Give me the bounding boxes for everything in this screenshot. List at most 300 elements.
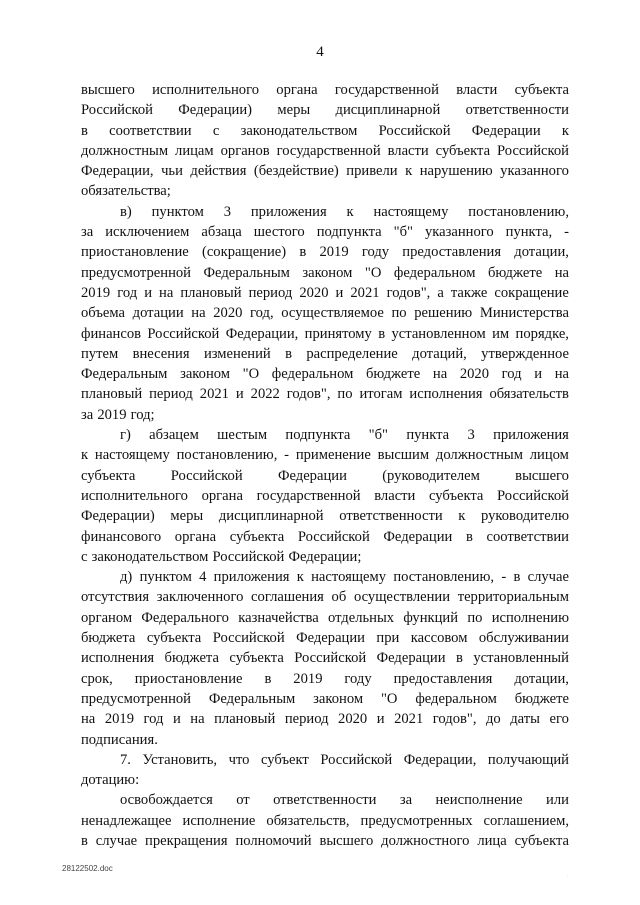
word: 3 <box>467 427 475 444</box>
word: пункта, <box>505 224 553 241</box>
word: Российской <box>147 325 220 342</box>
text-line <box>81 121 569 141</box>
word: по <box>391 305 407 322</box>
word: указанного <box>500 163 569 180</box>
word: Федерации, <box>403 751 477 768</box>
word: действия <box>190 163 247 180</box>
word: отдельных <box>328 609 395 626</box>
word: 2020 <box>338 711 368 728</box>
word: порядке, <box>515 325 569 342</box>
text-line <box>81 202 569 222</box>
word: - <box>501 569 507 586</box>
word: на <box>191 305 206 322</box>
word: Федерации <box>376 650 446 667</box>
word: исполнения <box>81 650 155 667</box>
word: власти <box>387 142 429 159</box>
word: плановый <box>81 386 143 403</box>
word: соответствии <box>109 122 192 139</box>
word: исполнение <box>182 812 256 829</box>
word: в) <box>120 203 132 220</box>
word: с <box>81 548 88 565</box>
word: г) <box>120 427 131 444</box>
text-line <box>81 161 569 181</box>
word: соответствии <box>486 528 569 545</box>
word: лицом <box>529 447 569 464</box>
word: установленный <box>473 650 569 667</box>
word: год, <box>250 305 274 322</box>
text-line <box>81 709 569 729</box>
word: за <box>399 792 413 809</box>
word: руководителю <box>480 508 569 525</box>
text-line <box>81 466 569 486</box>
word: законом <box>180 366 231 383</box>
word: отсутствия <box>81 589 150 606</box>
word: 2022 <box>250 386 280 403</box>
word: в <box>465 528 473 545</box>
text-line <box>81 527 569 547</box>
word: период <box>248 284 293 301</box>
text-line <box>81 587 569 607</box>
word: в <box>513 569 521 586</box>
word: Федерации; <box>288 548 362 565</box>
word: субъекта <box>429 487 484 504</box>
word: до <box>486 711 501 728</box>
word: Российской <box>497 142 569 159</box>
word: осуществлении <box>353 589 451 606</box>
word: приложения <box>493 427 569 444</box>
word: применение <box>295 447 371 464</box>
word: на <box>81 711 96 728</box>
word: настоящему <box>373 203 449 220</box>
text-line <box>81 486 569 506</box>
word: постановлению, <box>468 203 569 220</box>
word: высшего <box>319 832 374 849</box>
word: указанного <box>424 224 494 241</box>
word: обязательств, <box>266 812 350 829</box>
word: им <box>492 325 510 342</box>
word: году <box>361 244 390 261</box>
word: по <box>467 609 483 626</box>
word: 2021 <box>350 284 380 301</box>
text-line <box>81 222 569 242</box>
word: дотацию: <box>81 772 140 789</box>
word: году <box>344 670 372 687</box>
word: 2020 <box>299 284 329 301</box>
word: государственной <box>334 82 439 98</box>
word: год; <box>130 406 155 423</box>
word: с <box>212 122 220 139</box>
word: законодательством <box>91 548 209 565</box>
body-text <box>81 80 569 851</box>
word: подпункта <box>285 427 351 444</box>
word: высшего <box>81 82 135 98</box>
text-line <box>81 263 569 283</box>
word: функций <box>403 609 459 626</box>
word: 3 <box>223 203 232 220</box>
text-line <box>81 384 569 404</box>
word: также <box>450 284 488 301</box>
word: федеральном <box>393 264 476 281</box>
word: (руководителем <box>382 467 480 484</box>
word: (бездействие) <box>253 163 339 180</box>
word: ответственности <box>339 508 443 525</box>
word: к <box>81 447 89 464</box>
word: к <box>296 569 304 586</box>
text-line <box>81 831 569 851</box>
word: к <box>561 122 569 139</box>
word: годов", <box>286 386 331 403</box>
word: предусмотренной <box>81 264 191 281</box>
word: Федерации <box>277 467 347 484</box>
text-line <box>81 506 569 526</box>
word: Российской <box>378 122 451 139</box>
word: сокращение <box>494 284 569 301</box>
text-line <box>81 324 569 344</box>
word: предусмотренных <box>360 812 473 829</box>
word: 4 <box>199 569 207 586</box>
text-line <box>81 669 569 689</box>
word: субъект <box>261 751 309 768</box>
word: годов", <box>386 284 431 301</box>
word: полномочий <box>235 832 312 849</box>
word: ответственности <box>465 102 569 119</box>
word: в <box>299 244 307 261</box>
text-line <box>81 730 569 750</box>
word: Федерации <box>383 528 453 545</box>
word: должностным <box>81 142 169 159</box>
word: дотации, <box>514 670 569 687</box>
word: 2019 <box>104 711 134 728</box>
word: Российской <box>170 467 243 484</box>
word: дисциплинарной <box>335 102 441 119</box>
word: осуществляемое <box>281 305 384 322</box>
text-line <box>81 608 569 628</box>
word: Федерального <box>141 609 229 626</box>
word: шестым <box>217 427 268 444</box>
word: Российской <box>212 630 285 647</box>
word: объема <box>81 305 125 322</box>
word: бюджете <box>514 690 569 707</box>
word: федеральном <box>415 690 497 707</box>
word: нарушению <box>419 163 493 180</box>
word: его <box>549 711 569 728</box>
word: Федеральным <box>208 690 296 707</box>
word: к <box>405 163 413 180</box>
text-line <box>81 303 569 323</box>
word: и <box>235 386 244 403</box>
word: высшего <box>515 467 569 484</box>
word: исключением <box>105 224 190 241</box>
word: Федерации, <box>225 325 299 342</box>
word: 2019 <box>97 406 127 423</box>
word: (сокращение) <box>201 244 287 261</box>
text-line <box>81 344 569 364</box>
text-line <box>81 628 569 648</box>
word: 2021 <box>394 711 424 728</box>
word: настоящему <box>94 447 170 464</box>
word: постановлению, <box>176 447 278 464</box>
word: что <box>228 751 250 768</box>
word: Российской <box>81 102 153 119</box>
word: "б" <box>393 224 413 241</box>
text-line <box>81 80 569 100</box>
word: пунктом <box>151 203 204 220</box>
word: дотации <box>132 305 184 322</box>
text-line <box>81 425 569 445</box>
word: приостановление <box>134 670 243 687</box>
word: бюджете <box>487 264 543 281</box>
word: соглашения <box>251 589 324 606</box>
text-line <box>81 567 569 587</box>
word: принятому <box>304 325 372 342</box>
word: - <box>284 447 290 464</box>
word: в <box>264 670 272 687</box>
word: в <box>378 325 386 342</box>
word: 2019 <box>319 244 349 261</box>
word: решению <box>414 305 473 322</box>
word: "б" <box>368 427 389 444</box>
word: Федерации) <box>178 102 253 119</box>
word: по <box>337 386 353 403</box>
word: предоставления <box>393 670 493 687</box>
word: пункта <box>406 427 450 444</box>
word: 2019 <box>293 670 323 687</box>
word: путем <box>81 345 119 362</box>
word: Федерации) <box>81 508 155 525</box>
word: Российской <box>212 548 285 565</box>
page-number: 4 <box>316 44 324 60</box>
word: и <box>376 711 385 728</box>
word: от <box>236 792 250 809</box>
word: за <box>81 224 94 241</box>
word: обязательств <box>489 386 569 403</box>
word: год <box>143 711 164 728</box>
text-line <box>81 445 569 465</box>
word: случае <box>95 832 138 849</box>
word: шестого <box>253 224 305 241</box>
text-line <box>81 242 569 262</box>
word: дотаций, <box>412 345 467 362</box>
word: заключенного <box>156 589 244 606</box>
word: органом <box>81 609 133 626</box>
word: приложения <box>250 203 327 220</box>
word: а <box>437 284 444 301</box>
word: и <box>534 366 543 383</box>
footer-filename: 28122502.doc <box>62 864 113 873</box>
word: законом <box>313 690 364 707</box>
word: субъекта <box>435 142 491 159</box>
word: обязательства; <box>81 183 171 200</box>
text-line <box>81 405 569 425</box>
word: утвержденное <box>481 345 569 362</box>
word: период <box>149 386 193 403</box>
word: на <box>554 264 569 281</box>
word: высшим <box>377 447 430 464</box>
word: меры <box>277 102 311 119</box>
word: предусмотренной <box>81 690 191 707</box>
word: Установить, <box>142 751 218 768</box>
word: лицам <box>175 142 214 159</box>
word: должностным <box>435 447 523 464</box>
word: на <box>190 711 205 728</box>
word: - <box>564 224 569 241</box>
word: в <box>455 650 463 667</box>
word: Федерации <box>296 630 365 647</box>
word: законодательством <box>240 122 358 139</box>
word: органа <box>201 487 243 504</box>
word: привели <box>346 163 398 180</box>
word: и <box>144 284 152 301</box>
word: плановый <box>180 284 242 301</box>
word: установленном <box>391 325 486 342</box>
word: дисциплинарной <box>218 508 324 525</box>
word: постановлению, <box>393 569 495 586</box>
word: бюджета <box>81 630 136 647</box>
word: Федеральным <box>81 366 168 383</box>
text-line <box>81 181 569 201</box>
word: власти <box>456 82 498 98</box>
word: 2021 <box>199 386 229 403</box>
word: в <box>81 122 88 139</box>
text-line <box>81 283 569 303</box>
word: срок, <box>81 670 113 687</box>
word: субъекта <box>146 630 202 647</box>
text-line <box>81 141 569 161</box>
word: должностного <box>381 832 470 849</box>
word: лица <box>477 832 507 849</box>
word: подпункта <box>316 224 382 241</box>
word: и <box>172 711 181 728</box>
word: Российской <box>320 751 393 768</box>
word: бюджете <box>366 366 421 383</box>
word: государственной <box>256 487 361 504</box>
word: кассовом <box>410 630 468 647</box>
word: исполнительного <box>81 487 188 504</box>
word: органов <box>220 142 270 159</box>
word: 2019 <box>81 284 111 301</box>
word: неисполнение <box>435 792 523 809</box>
word: "О <box>364 264 382 281</box>
word: на <box>159 284 174 301</box>
word: прекращения <box>145 832 228 849</box>
word: органа <box>174 528 217 545</box>
word: год <box>501 366 522 383</box>
word: законом <box>302 264 353 281</box>
text-line <box>81 648 569 668</box>
word: в <box>81 832 88 849</box>
word: 2020 <box>459 366 490 383</box>
word: соглашением, <box>483 812 569 829</box>
word: пунктом <box>139 569 192 586</box>
word: при <box>376 630 400 647</box>
text-line <box>81 750 569 770</box>
word: подписания. <box>81 731 158 748</box>
word: исполнения <box>409 386 483 403</box>
word: субъекта <box>81 467 136 484</box>
word: абзацем <box>149 427 199 444</box>
word: внесения <box>132 345 190 362</box>
word: приложения <box>213 569 290 586</box>
word: исполнительного <box>152 82 260 98</box>
word: финансового <box>81 528 162 545</box>
word: субъекта <box>514 832 569 849</box>
word: к <box>458 508 466 525</box>
word: Федерации, <box>81 163 154 180</box>
footer-corner-mark: . <box>567 873 569 878</box>
word: приостановление <box>81 244 189 261</box>
word: д) <box>120 569 133 586</box>
word: ненадлежащее <box>81 812 172 829</box>
word: абзаца <box>201 224 242 241</box>
word: "О <box>242 366 260 383</box>
word: даты <box>510 711 540 728</box>
word: настоящему <box>311 569 387 586</box>
word: субъекта <box>229 650 284 667</box>
word: финансов <box>81 325 142 342</box>
word: исполнению <box>491 609 569 626</box>
word: чьи <box>161 163 183 180</box>
word: годов", <box>432 711 477 728</box>
word: "О <box>380 690 398 707</box>
word: на <box>432 366 448 383</box>
word: государственной <box>276 142 381 159</box>
word: бюджета <box>164 650 219 667</box>
word: территориальным <box>457 589 569 606</box>
word: 7. <box>120 751 131 768</box>
text-line <box>81 770 569 790</box>
word: получающий <box>487 751 569 768</box>
word: Российской <box>294 650 367 667</box>
text-line <box>81 790 569 810</box>
word: предоставления <box>402 244 502 261</box>
word: Федеральным <box>203 264 290 281</box>
word: Российской <box>497 487 569 504</box>
word: власти <box>374 487 416 504</box>
word: итогам <box>359 386 403 403</box>
word: об <box>331 589 347 606</box>
text-line <box>81 364 569 384</box>
word: субъекта <box>514 82 569 98</box>
word: обслуживании <box>478 630 569 647</box>
word: или <box>546 792 569 809</box>
word: ответственности <box>273 792 377 809</box>
word: плановый <box>214 711 276 728</box>
word: Федерации <box>471 122 541 139</box>
word: органа <box>276 82 318 98</box>
word: Министерства <box>479 305 569 322</box>
word: на <box>554 366 569 383</box>
word: случае <box>527 569 569 586</box>
word: 2020 <box>213 305 243 322</box>
word: освобождается <box>120 792 213 809</box>
word: и <box>335 284 344 301</box>
text-line <box>81 811 569 831</box>
word: распределение <box>306 345 398 362</box>
text-line <box>81 689 569 709</box>
text-line <box>81 547 569 567</box>
word: казначейства <box>238 609 319 626</box>
word: изменений <box>203 345 271 362</box>
word: год <box>117 284 138 301</box>
word: дотации, <box>514 244 569 261</box>
word: субъекта <box>229 528 285 545</box>
text-line <box>81 100 569 120</box>
word: в <box>285 345 293 362</box>
word: меры <box>170 508 204 525</box>
word: период <box>284 711 329 728</box>
word: Российской <box>297 528 370 545</box>
word: за <box>81 406 94 423</box>
